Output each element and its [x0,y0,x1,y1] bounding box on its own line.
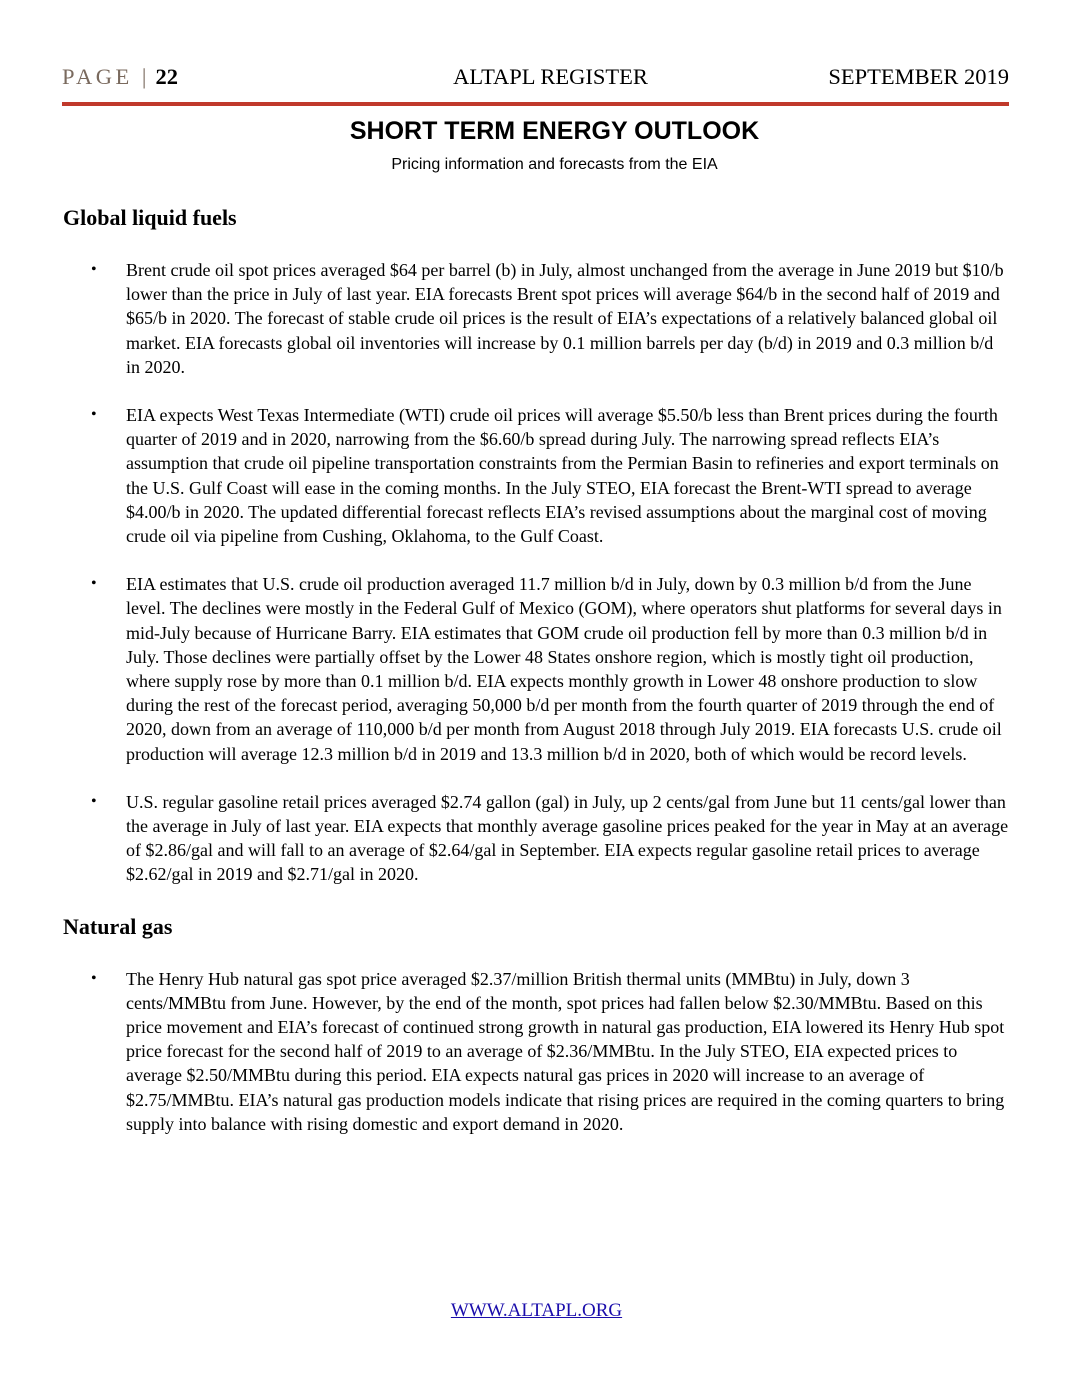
bullet-list-natural-gas [63,967,1009,1136]
article-subtitle: Pricing information and forecasts from the EIA [391,156,718,173]
header-rule [62,102,1009,106]
bullet-text: EIA estimates that U.S. crude oil production averaged 11.7 million b/d in July, down by 0.3 million b/d from the June level. The declines were mostly in the Federal Gulf of Mexico (GOM), where operators shut platforms for several days in mid-July because of Hurricane Barry. EIA estimates that GOM crude oil production fell by more than 0.3 million b/d in July. Those declines were partially offset by the Lower 48 States onshore region, which is mostly tight oil production, where supply rose by more than 0.1 million b/d. EIA expects monthly growth in Lower 48 onshore production to slow during the rest of the forecast period, averaging 50,000 b/d per month from the fourth quarter of 2019 through the end of 2020, down from an average of 110,000 b/d per month from August 2018 through July 2019. EIA forecasts U.S. crude oil production will average 12.3 million b/d in 2019 and 13.3 million b/d in 2020, both of which would be record levels. [126,574,1002,764]
bullet-icon: • [91,575,97,593]
bullet-list-global-liquid-fuels [63,258,1009,887]
issue-date: SEPTEMBER 2019 [828,64,1009,89]
page-separator: | [141,64,147,89]
bullet-text: U.S. regular gasoline retail prices averaged $2.74 gallon (gal) in July, up 2 cents/gal from June but 11 cents/gal lower than the average in July of last year. EIA expects that monthly average gasoline prices peaked for the year in May at an average of $2.86/gal and will fall to an average of $2.64/gal in September. EIA expects regular gasoline retail prices to average $2.62/gal in 2019 and $2.71/gal in 2020. [126,791,1009,885]
page-label: PAGE [62,64,133,89]
list-item [63,403,1009,548]
list-item [63,258,1009,379]
article-body [63,204,1009,1136]
bullet-text: The Henry Hub natural gas spot price averaged $2.37/million British thermal units (MMBtu) in July, down 3 cents/MMBtu from June. However, by the end of the month, spot prices had fallen below $2.30/MMBtu. Based on this price movement and EIA’s forecast of continued strong growth in natural gas production, EIA lowered its Henry Hub spot price forecast for the second half of 2019 to an average of $2.36/MMBtu. In the July STEO, EIA expected prices to average $2.50/MMBtu during this period. EIA expects natural gas prices in 2020 will increase to an average of $2.75/MMBtu. EIA’s natural gas production models indicate that rising prices are required in the coming quarters to bring supply into balance with rising domestic and export demand in 2020. [126,968,1005,1134]
bullet-icon: • [91,792,97,810]
publication-name: ALTAPL REGISTER [453,64,648,89]
bullet-icon: • [91,261,97,278]
list-item [63,790,1009,887]
bullet-text: Brent crude oil spot prices averaged $64 per barrel (b) in July, almost unchanged from the average in June 2019 but $10/b lower than the price in July of last year. EIA forecasts Brent spot prices will average $64/b in the second half of 2019 and $65/b in 2020. The forecast of stable crude oil prices is the result of EIA’s expectations of a relatively balanced global oil market. EIA forecasts global oil inventories will increase by 0.1 million barrels per day (b/d) in 2019 and 0.3 million b/d in 2020. [126,260,1004,377]
page-number: 22 [155,64,178,89]
section-heading-global-liquid-fuels: Global liquid fuels [63,205,237,230]
list-item [63,572,1009,766]
section-heading-natural-gas: Natural gas [63,913,173,939]
website-link[interactable]: WWW.ALTAPL.ORG [450,1300,623,1321]
article-title: SHORT TERM ENERGY OUTLOOK [349,117,760,145]
page-footer [0,1300,1071,1322]
page-header [62,64,1009,94]
list-item [63,967,1009,1136]
bullet-icon: • [91,406,97,424]
bullet-icon: • [91,969,97,987]
bullet-text: EIA expects West Texas Intermediate (WTI) crude oil prices will average $5.50/b less than Brent prices during the fourth quarter of 2019 and in 2020, narrowing from the $6.60/b spread during July. The narrowing spread reflects EIA’s assumption that crude oil pipeline transportation constraints from the Permian Basin to refineries and export terminals on the U.S. Gulf Coast will ease in the coming months. In the July STEO, EIA forecast the Brent-WTI spread to average $4.00/b in 2020. The updated differential forecast reflects EIA’s revised assumptions about the marginal cost of moving crude oil via pipeline from Cushing, Oklahoma, to the Gulf Coast. [126,405,999,547]
